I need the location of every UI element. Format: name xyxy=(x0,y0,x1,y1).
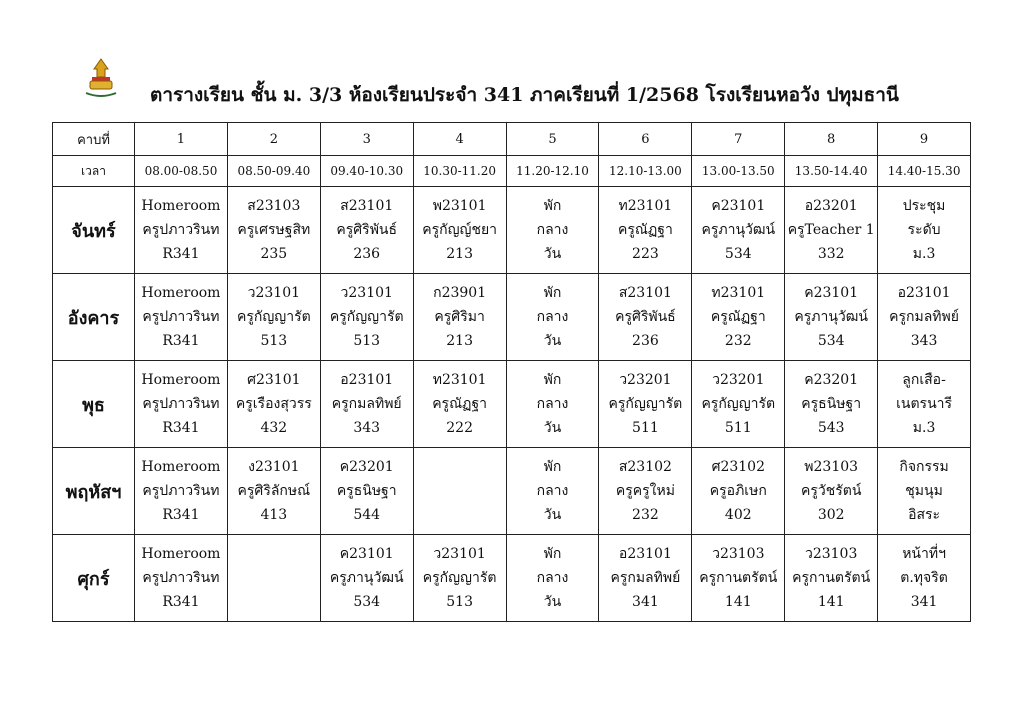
slot-teacher: ครูกัญญารัต xyxy=(701,396,776,412)
slot-subject: ค23101 xyxy=(339,546,394,562)
slot-room: 213 xyxy=(446,246,473,262)
slot-subject: ท23101 xyxy=(432,372,487,388)
slot-room: 332 xyxy=(817,246,845,262)
period-label: คาบที่ xyxy=(53,123,135,156)
slot-subject: ค23101 xyxy=(804,285,859,301)
slot-subject: ประชุม xyxy=(902,198,946,214)
class-slot xyxy=(135,361,228,448)
class-slot xyxy=(878,448,971,535)
day-name: พฤหัสฯ xyxy=(53,448,135,535)
day-name: พุธ xyxy=(53,361,135,448)
slot-teacher: ครูTeacher 1 xyxy=(787,222,875,238)
slot-subject: ค23201 xyxy=(804,372,859,388)
slot-subject: Homeroom xyxy=(141,372,221,388)
slot-subject: ส23101 xyxy=(618,285,672,301)
slot-room: R341 xyxy=(162,333,200,349)
slot-teacher: ต.ทุจริต xyxy=(900,570,948,586)
slot-room: 235 xyxy=(260,246,288,262)
slot-teacher: ครูกมลทิพย์ xyxy=(331,396,402,412)
slot-teacher: ครูกมลทิพย์ xyxy=(610,570,681,586)
slot-subject: ว23201 xyxy=(619,372,672,388)
time-header-row xyxy=(53,156,971,187)
class-slot xyxy=(227,187,320,274)
slot-teacher: ครูกัญญารัต xyxy=(608,396,683,412)
slot-subject: อ23201 xyxy=(804,198,858,214)
slot-subject: ว23201 xyxy=(712,372,765,388)
slot-room: 236 xyxy=(353,246,381,262)
period-number: 4 xyxy=(413,123,506,156)
slot-subject: ศ23102 xyxy=(711,459,765,475)
slot-room: R341 xyxy=(162,594,200,610)
slot-subject: หน้าที่ฯ xyxy=(902,546,946,562)
slot-teacher: ครูกัญญ์ชยา xyxy=(422,222,498,238)
period-time: 14.40-15.30 xyxy=(878,156,971,187)
slot-teacher: กลาง xyxy=(536,309,569,325)
class-slot xyxy=(785,448,878,535)
slot-teacher: ครูธนิษฐา xyxy=(336,483,397,499)
class-slot xyxy=(320,535,413,622)
class-slot xyxy=(599,361,692,448)
slot-room: R341 xyxy=(162,420,200,436)
slot-room: 232 xyxy=(632,507,659,523)
slot-room: 141 xyxy=(724,594,752,610)
period-time: 09.40-10.30 xyxy=(320,156,413,187)
class-slot xyxy=(135,535,228,622)
slot-room: วัน xyxy=(543,420,562,436)
period-time: 11.20-12.10 xyxy=(506,156,599,187)
slot-subject: พ23101 xyxy=(432,198,487,214)
slot-room: 543 xyxy=(817,420,845,436)
slot-teacher: ครูศิริพันธ์ xyxy=(336,222,398,238)
class-slot xyxy=(227,274,320,361)
day-row xyxy=(53,535,971,622)
class-slot xyxy=(227,448,320,535)
slot-room: 343 xyxy=(353,420,381,436)
timetable xyxy=(52,122,971,622)
slot-teacher: ครูเรืองสุวรร xyxy=(235,396,312,412)
class-slot xyxy=(692,274,785,361)
slot-room: 432 xyxy=(260,420,288,436)
slot-teacher: ครูณัฏฐา xyxy=(617,222,673,238)
period-number: 9 xyxy=(878,123,971,156)
period-time: 10.30-11.20 xyxy=(413,156,506,187)
class-slot xyxy=(599,448,692,535)
slot-room: วัน xyxy=(543,594,562,610)
slot-subject: ค23201 xyxy=(339,459,394,475)
slot-subject: พัก xyxy=(543,459,562,475)
slot-teacher: ครูปภาวรินท xyxy=(142,309,220,325)
slot-subject: ว23101 xyxy=(340,285,393,301)
slot-subject: Homeroom xyxy=(141,198,221,214)
period-time: 12.10-13.00 xyxy=(599,156,692,187)
slot-room: 544 xyxy=(353,507,381,523)
slot-room: 213 xyxy=(446,333,473,349)
slot-room: 513 xyxy=(260,333,288,349)
class-slot xyxy=(692,187,785,274)
slot-room: 302 xyxy=(817,507,845,523)
day-row xyxy=(53,361,971,448)
slot-teacher: กลาง xyxy=(536,396,569,412)
period-number: 1 xyxy=(135,123,228,156)
slot-teacher: ครูปภาวรินท xyxy=(142,570,220,586)
slot-subject: Homeroom xyxy=(141,285,221,301)
slot-subject: ส23101 xyxy=(340,198,394,214)
slot-teacher: ครูปภาวรินท xyxy=(142,222,220,238)
page-title: ตารางเรียน ชั้น ม. 3/3 ห้องเรียนประจำ 341 ภาคเรียนที่ 1/2568 โรงเรียนหอวัง ปทุมธานี xyxy=(150,84,899,106)
slot-subject: พัก xyxy=(543,285,562,301)
slot-teacher: ครูณัฏฐา xyxy=(710,309,766,325)
slot-teacher: ครูศิริพันธ์ xyxy=(615,309,676,325)
slot-subject: Homeroom xyxy=(141,546,221,562)
class-slot xyxy=(135,448,228,535)
period-number: 7 xyxy=(692,123,785,156)
slot-room: 511 xyxy=(632,420,659,436)
slot-subject: ท23101 xyxy=(618,198,673,214)
class-slot xyxy=(785,361,878,448)
day-row xyxy=(53,448,971,535)
slot-teacher: ครูเศรษฐสิท xyxy=(237,222,311,238)
slot-room: 232 xyxy=(724,333,752,349)
slot-subject: พัก xyxy=(543,198,562,214)
slot-teacher: ครูกานตรัตน์ xyxy=(792,570,871,586)
slot-room: 141 xyxy=(817,594,845,610)
slot-subject: อ23101 xyxy=(618,546,672,562)
class-slot xyxy=(320,187,413,274)
period-header-row xyxy=(53,123,971,156)
slot-teacher: ชุมนุม xyxy=(905,483,943,499)
slot-room: 402 xyxy=(724,507,752,523)
class-slot xyxy=(506,535,599,622)
slot-room: 534 xyxy=(724,246,752,262)
period-time: 08.00-08.50 xyxy=(135,156,228,187)
class-slot xyxy=(413,535,506,622)
class-slot xyxy=(135,187,228,274)
slot-subject: ท23101 xyxy=(711,285,766,301)
period-time: 13.00-13.50 xyxy=(692,156,785,187)
class-slot xyxy=(413,274,506,361)
slot-room: R341 xyxy=(162,246,200,262)
class-slot xyxy=(506,187,599,274)
class-slot xyxy=(320,448,413,535)
slot-subject: กิจกรรม xyxy=(899,459,949,475)
period-number: 5 xyxy=(506,123,599,156)
slot-subject: พ23103 xyxy=(804,459,859,475)
slot-teacher: ครูกัญญารัต xyxy=(236,309,311,325)
day-name: ศุกร์ xyxy=(53,535,135,622)
slot-subject: ว23103 xyxy=(804,546,858,562)
class-slot xyxy=(692,361,785,448)
class-slot xyxy=(599,274,692,361)
slot-subject: ว23101 xyxy=(247,285,301,301)
class-slot xyxy=(506,361,599,448)
slot-subject: ศ23101 xyxy=(247,372,301,388)
slot-room: วัน xyxy=(543,507,562,523)
slot-room: 222 xyxy=(446,420,473,436)
slot-subject: อ23101 xyxy=(340,372,394,388)
class-slot xyxy=(320,274,413,361)
class-slot xyxy=(785,535,878,622)
slot-teacher: ครูศิริลักษณ์ xyxy=(237,483,311,499)
slot-teacher: ครูกมลทิพย์ xyxy=(889,309,959,325)
class-slot xyxy=(878,361,971,448)
slot-room: 513 xyxy=(446,594,473,610)
class-slot xyxy=(413,448,506,535)
slot-subject: ว23103 xyxy=(712,546,765,562)
slot-room: 534 xyxy=(353,594,381,610)
day-name: อังคาร xyxy=(53,274,135,361)
slot-teacher: กลาง xyxy=(536,483,569,499)
class-slot xyxy=(692,448,785,535)
slot-teacher: กลาง xyxy=(536,222,569,238)
period-number: 6 xyxy=(599,123,692,156)
class-slot xyxy=(785,274,878,361)
period-time: 13.50-14.40 xyxy=(785,156,878,187)
slot-teacher: ครูอภิเษก xyxy=(709,483,767,499)
school-emblem-icon xyxy=(78,55,124,101)
slot-subject: ส23102 xyxy=(618,459,672,475)
slot-subject: พัก xyxy=(543,546,562,562)
day-row xyxy=(53,187,971,274)
slot-room: 341 xyxy=(910,594,938,610)
slot-subject: Homeroom xyxy=(141,459,221,475)
slot-subject: ง23101 xyxy=(248,459,300,475)
class-slot xyxy=(692,535,785,622)
slot-teacher: ครูภานุวัฒน์ xyxy=(794,309,868,325)
time-label: เวลา xyxy=(53,156,135,187)
class-slot xyxy=(413,361,506,448)
class-slot xyxy=(320,361,413,448)
slot-subject: ส23103 xyxy=(247,198,301,214)
period-time: 08.50-09.40 xyxy=(227,156,320,187)
slot-room: ม.3 xyxy=(912,420,936,436)
slot-room: วัน xyxy=(543,246,562,262)
slot-teacher: ครูปภาวรินท xyxy=(142,483,220,499)
class-slot xyxy=(227,361,320,448)
slot-teacher: ครูภานุวัฒน์ xyxy=(701,222,776,238)
class-slot xyxy=(785,187,878,274)
slot-subject: อ23101 xyxy=(897,285,951,301)
class-slot xyxy=(599,535,692,622)
class-slot xyxy=(878,535,971,622)
slot-teacher: กลาง xyxy=(536,570,569,586)
slot-room: 413 xyxy=(260,507,288,523)
class-slot xyxy=(878,187,971,274)
day-row xyxy=(53,274,971,361)
slot-teacher: ครูธนิษฐา xyxy=(801,396,862,412)
slot-teacher: ครูปภาวรินท xyxy=(142,396,220,412)
slot-subject: ค23101 xyxy=(711,198,766,214)
class-slot xyxy=(878,274,971,361)
day-name: จันทร์ xyxy=(53,187,135,274)
slot-room: 341 xyxy=(632,594,659,610)
slot-subject: พัก xyxy=(543,372,562,388)
slot-room: อิสระ xyxy=(908,507,941,523)
slot-room: 511 xyxy=(724,420,752,436)
slot-teacher: ครูกัญญารัต xyxy=(329,309,404,325)
slot-subject: ว23101 xyxy=(433,546,486,562)
slot-teacher: ครูครูใหม่ xyxy=(615,483,675,499)
slot-teacher: ครูกานตรัตน์ xyxy=(699,570,778,586)
period-number: 8 xyxy=(785,123,878,156)
class-slot xyxy=(135,274,228,361)
slot-room: R341 xyxy=(162,507,200,523)
slot-teacher: เนตรนารี xyxy=(896,396,953,412)
class-slot xyxy=(599,187,692,274)
slot-teacher: ครูณัฏฐา xyxy=(432,396,488,412)
slot-subject: ลูกเสือ- xyxy=(902,372,946,388)
slot-room: 223 xyxy=(632,246,659,262)
class-slot xyxy=(413,187,506,274)
slot-teacher: ครูศิริมา xyxy=(434,309,485,325)
class-slot xyxy=(227,535,320,622)
slot-teacher: ครูกัญญารัต xyxy=(422,570,497,586)
slot-teacher: ครูภานุวัฒน์ xyxy=(329,570,404,586)
class-slot xyxy=(506,448,599,535)
slot-teacher: ระดับ xyxy=(907,222,941,238)
slot-teacher: ครูวัชรัตน์ xyxy=(800,483,862,499)
class-slot xyxy=(506,274,599,361)
slot-room: ม.3 xyxy=(912,246,936,262)
slot-room: 343 xyxy=(910,333,938,349)
slot-room: 513 xyxy=(353,333,381,349)
slot-room: 534 xyxy=(817,333,845,349)
period-number: 3 xyxy=(320,123,413,156)
slot-room: วัน xyxy=(543,333,562,349)
slot-room: 236 xyxy=(632,333,659,349)
period-number: 2 xyxy=(227,123,320,156)
slot-subject: ก23901 xyxy=(433,285,487,301)
